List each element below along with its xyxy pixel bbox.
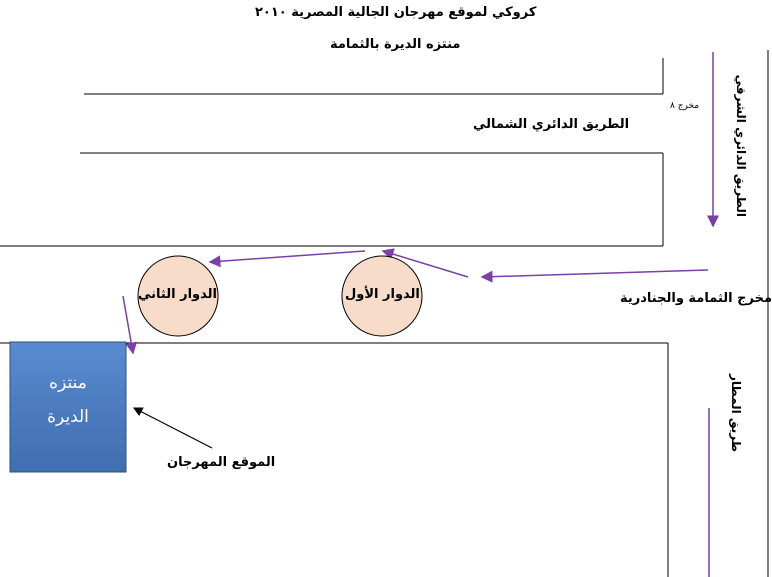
- exit-thumama-janadriya-label: مخرج الثمامة والجنادرية: [620, 291, 772, 306]
- page-subtitle: منتزه الديرة بالثمامة: [330, 37, 461, 52]
- park-label-line-1: منتزه: [49, 373, 87, 393]
- between-roundabouts-arrow: [210, 251, 365, 262]
- page-title: كروكي لموقع مهرجان الجالية المصرية ٢٠١٠: [255, 5, 537, 20]
- exit-route-arrow: [482, 270, 708, 277]
- festival-site-pointer: [134, 408, 212, 448]
- park-label-line-2: الديرة: [47, 407, 89, 427]
- east-ring-road-label: الطريق الدائري الشرقي: [734, 74, 748, 217]
- airport-road-label: طريق المطار: [729, 373, 743, 453]
- festival-site-label: الموقع المهرجان: [167, 455, 276, 470]
- north-ring-road-label: الطريق الدائري الشمالي: [473, 117, 630, 132]
- second-roundabout-label: الدوار الثاني: [138, 287, 217, 302]
- exit-8-label: مخرج ٨: [670, 101, 700, 111]
- park-label: [10, 342, 126, 472]
- first-roundabout-label: الدوار الأول: [345, 287, 420, 302]
